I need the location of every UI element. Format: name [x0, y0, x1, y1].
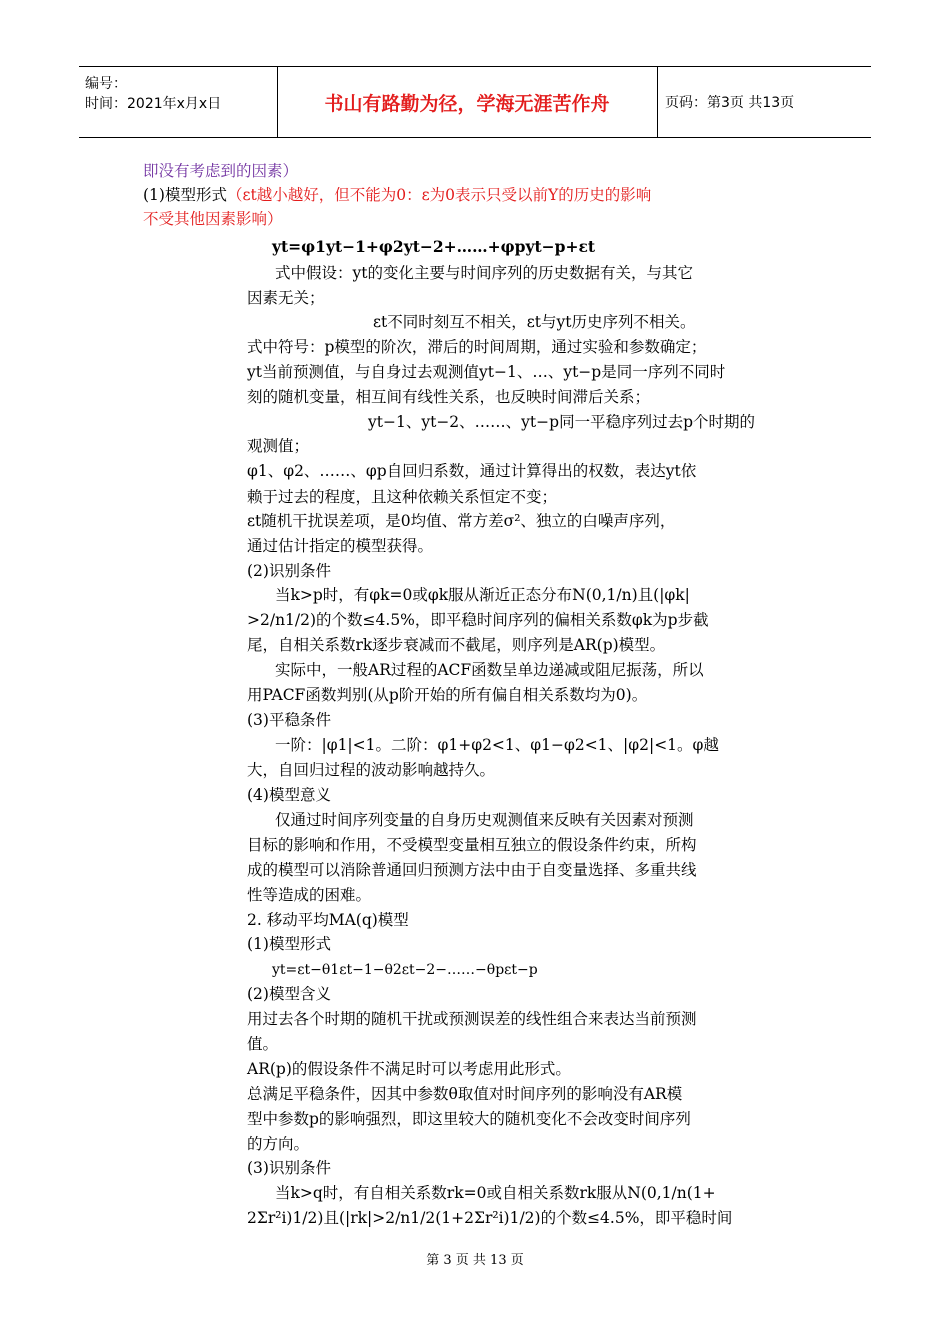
text-line: yt−1、yt−2、……、yt−p同一平稳序列过去p个时期的 — [368, 413, 755, 431]
text-line: 性等造成的困难。 — [247, 886, 372, 904]
text-line: 用PACF函数判别(从p阶开始的所有偏自相关系数均为0)。 — [247, 686, 648, 704]
header-page-info: 页码：第3页 共13页 — [665, 95, 795, 111]
text-line: 尾，自相关系数rk逐步衰减而不截尾，则序列是AR(p)模型。 — [247, 636, 666, 654]
section-heading: 2. 移动平均MA(q)模型 — [247, 911, 409, 929]
section-heading: (4)模型意义 — [247, 786, 331, 804]
header-time: 时间：2021年x月x日 — [85, 96, 222, 112]
text-line: 刻的随机变量，相互间有线性关系，也反映时间滞后关系； — [247, 388, 651, 406]
formula-ar: yt=φ1yt−1+φ2yt−2+……+φpyt−p+εt — [272, 237, 596, 256]
text-line — [143, 184, 651, 206]
page-header — [79, 66, 871, 138]
section-heading: (3)识别条件 — [247, 1159, 331, 1177]
red-annotation: 不受其他因素影响） — [143, 210, 283, 228]
text-line: 式中假设：yt的变化主要与时间序列的历史数据有关，与其它 — [275, 264, 693, 282]
text-line: 用过去各个时期的随机干扰或预测误差的线性组合来表达当前预测 — [247, 1010, 697, 1028]
header-meta — [79, 67, 278, 137]
page-footer: 第 3 页 共 13 页 — [426, 1253, 524, 1268]
section-heading: (3)平稳条件 — [247, 711, 331, 729]
text-line: 一阶：|φ1|<1。二阶：φ1+φ2<1、φ1−φ2<1、|φ2|<1。φ越 — [275, 736, 719, 754]
text-line: 大，自回归过程的波动影响越持久。 — [247, 761, 496, 779]
header-motto: 书山有路勤为径，学海无涯苦作舟 — [277, 67, 658, 137]
text-line: 赖于过去的程度，且这种依赖关系恒定不变； — [247, 488, 558, 506]
section-heading: (1)模型形式 — [247, 935, 331, 953]
text-line: εt不同时刻互不相关，εt与yt历史序列不相关。 — [373, 313, 696, 331]
text-line: 通过估计指定的模型获得。 — [247, 537, 434, 555]
formula-ma: yt=εt−θ1εt−1−θ2εt−2−……−θpεt−p — [272, 962, 538, 978]
text-line: 仅通过时间序列变量的自身历史观测值来反映有关因素对预测 — [275, 811, 694, 829]
text-line: 因素无关； — [247, 289, 325, 307]
text-line: φ1、φ2、……、φp自回归系数，通过计算得出的权数，表达yt依 — [247, 462, 697, 480]
red-annotation: （εt越小越好，但不能为0：ε为0表示只受以前Y的历史的影响 — [226, 186, 652, 204]
text-line: 目标的影响和作用，不受模型变量相互独立的假设条件约束，所构 — [247, 836, 697, 854]
text-line: 当k>q时，有自相关系数rk=0或自相关系数rk服从N(0,1/n(1+ — [275, 1184, 716, 1202]
text-line: 成的模型可以消除普通回归预测方法中由于自变量选择、多重共线 — [247, 861, 697, 879]
text-line: 即没有考虑到的因素） — [143, 162, 299, 180]
text-line: AR(p)的假设条件不满足时可以考虑用此形式。 — [247, 1060, 571, 1078]
text-line: 型中参数p的影响强烈，即这里较大的随机变化不会改变时间序列 — [247, 1110, 691, 1128]
text-line: 式中符号：p模型的阶次，滞后的时间周期，通过实验和参数确定； — [247, 338, 707, 356]
text-line: 的方向。 — [247, 1135, 310, 1153]
section-heading: (1)模型形式 — [143, 186, 227, 204]
text-line: 当k>p时，有φk=0或φk服从渐近正态分布N(0,1/n)且(|φk| — [275, 586, 690, 604]
header-number: 编号： — [85, 76, 127, 92]
text-line: 2Σr²i)1/2)且(|rk|>2/n1/2(1+2Σr²i)1/2)的个数≤4.5%，即平稳时间 — [247, 1209, 733, 1227]
text-line: εt随机干扰误差项，是0均值、常方差σ²、独立的白噪声序列， — [247, 512, 676, 530]
text-line: >2/n1/2)的个数≤4.5%，即平稳时间序列的偏相关系数φk为p步截 — [247, 611, 709, 629]
text-line: 观测值； — [247, 437, 310, 455]
section-heading: (2)识别条件 — [247, 562, 331, 580]
text-line: yt当前预测值，与自身过去观测值yt−1、…、yt−p是同一序列不同时 — [247, 363, 726, 381]
text-line: 总满足平稳条件，因其中参数θ取值对时间序列的影响没有AR模 — [247, 1085, 683, 1103]
text-line: 值。 — [247, 1035, 279, 1053]
text-line: 实际中，一般AR过程的ACF函数呈单边递减或阻尼振荡，所以 — [275, 661, 704, 679]
section-heading: (2)模型含义 — [247, 985, 331, 1003]
